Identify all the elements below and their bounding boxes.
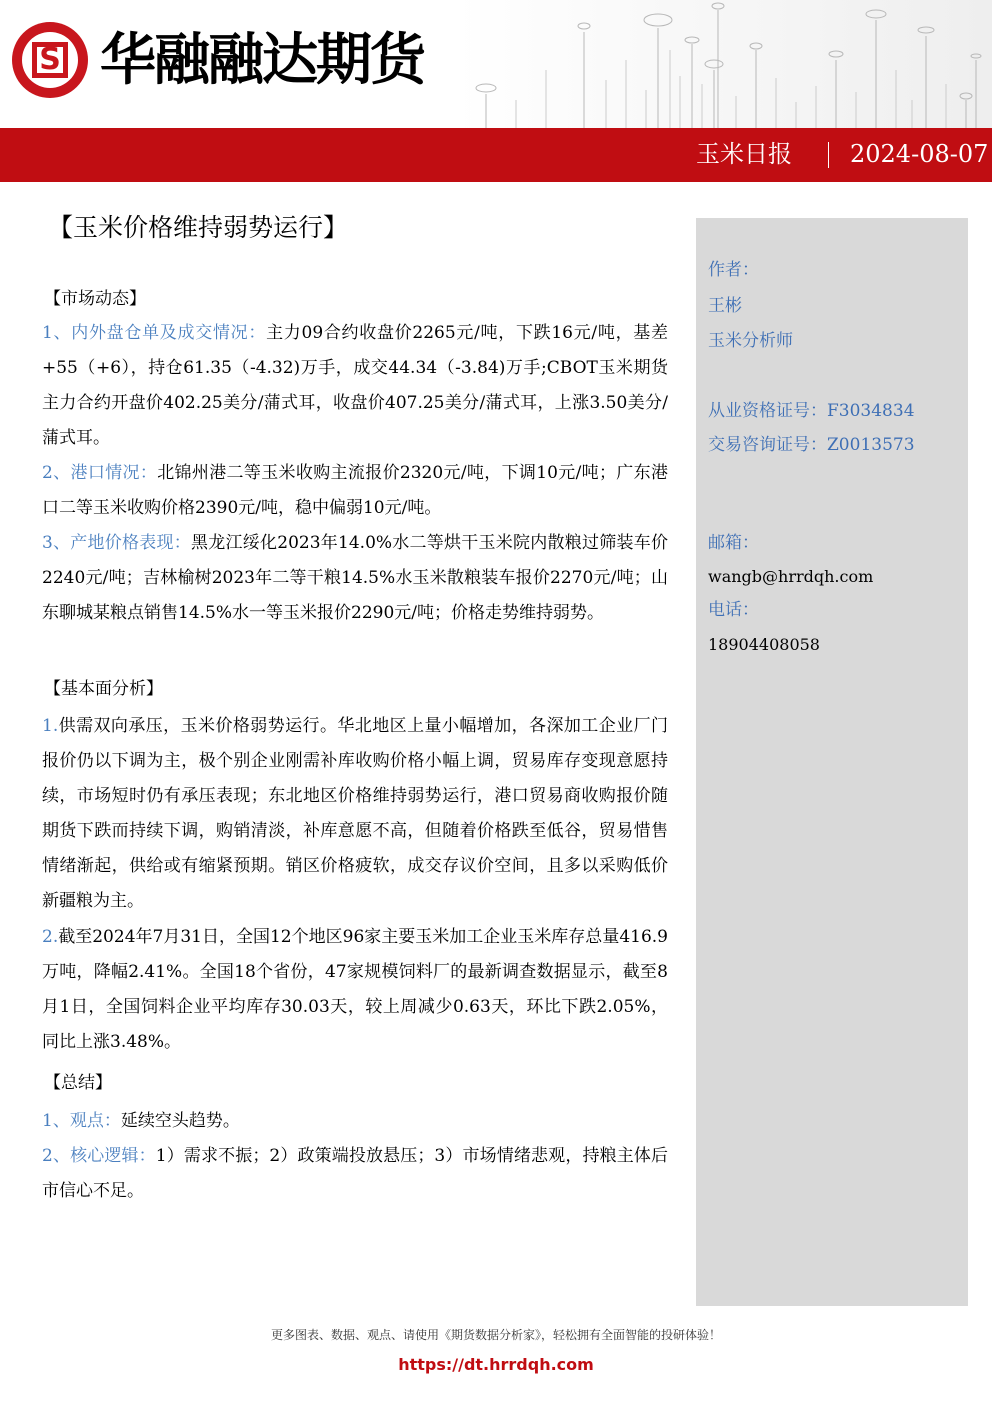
circle-pins-decoration-icon <box>456 0 992 128</box>
company-logo-icon: S <box>12 22 88 98</box>
summary-item-2 <box>42 1139 668 1209</box>
author-name: 王彬 <box>708 296 742 316</box>
fundamental-item-1-label: 1. <box>42 716 59 736</box>
market-item-3 <box>42 526 668 631</box>
phone-value: 18904408058 <box>708 635 820 654</box>
fundamental-heading: 【基本面分析】 <box>44 679 163 699</box>
fundamental-item-1 <box>42 709 668 919</box>
fundamental-item-2-text: 截至2024年7月31日，全国12个地区96家主要玉米加工企业玉米库存总量416.9万吨，降幅2.41%。全国18个省份，47家规模饲料厂的最新调查数据显示，截至8月1日，全国饲料企业平均库存30.03天，较上周减少0.63天，环比下跌2.05%，同比上涨3.48%。 <box>42 927 668 1052</box>
summary-item-2-label: 2、核心逻辑： <box>42 1146 156 1166</box>
email-label: 邮箱： <box>708 533 759 553</box>
market-item-2-label: 2、港口情况： <box>42 463 158 483</box>
header-red-bar <box>0 128 992 182</box>
email-value[interactable]: wangb@hrrdqh.com <box>708 567 874 586</box>
page-header <box>0 0 992 182</box>
document-title: 【玉米价格维持弱势运行】 <box>48 213 349 242</box>
summary-item-1 <box>42 1104 668 1139</box>
header-separator <box>828 142 829 168</box>
summary-heading: 【总结】 <box>44 1073 112 1093</box>
footer-note: 更多图表、数据、观点、请使用《期货数据分析家》，轻松拥有全面智能的投研体验！ <box>270 1328 721 1342</box>
author-sidebar <box>696 218 968 1306</box>
market-item-3-text: 黑龙江绥化2023年14.0%水二等烘干玉米院内散粮过筛装车价2240元/吨；吉林榆树2023年二等干粮14.5%水玉米散粮装车报价2270元/吨；山东聊城某粮点销售14.5%水一等玉米报价2290元/吨；价格走势维持弱势。 <box>42 533 668 623</box>
header-decoration <box>456 0 992 128</box>
company-name: 华融融达期货 <box>100 28 424 93</box>
report-date: 2024-08-07 <box>850 140 989 168</box>
market-item-1-text: 主力09合约收盘价2265元/吨，下跌16元/吨，基差+55（+6），持仓61.35（-4.32)万手，成交44.34（-3.84)万手;CBOT玉米期货主力合约开盘价402.25美分/蒲式耳，收盘价407.25美分/蒲式耳，上涨3.50美分/蒲式耳。 <box>42 323 668 448</box>
summary-item-1-label: 1、观点： <box>42 1111 121 1131</box>
consultation-number: 交易咨询证号：Z0013573 <box>708 435 915 455</box>
footer-url-link[interactable]: https://dt.hrrdqh.com <box>398 1355 594 1374</box>
summary-item-1-text: 延续空头趋势。 <box>120 1111 240 1131</box>
fundamental-item-2-label: 2. <box>42 927 59 947</box>
qualification-number: 从业资格证号：F3034834 <box>708 401 915 421</box>
fundamental-item-2 <box>42 920 668 1060</box>
market-item-1-label: 1、内外盘仓单及成交情况： <box>42 323 267 343</box>
summary-item-2-text: 1）需求不振；2）政策端投放悬压；3）市场情绪悲观，持粮主体后市信心不足。 <box>42 1146 668 1201</box>
fundamental-item-1-text: 供需双向承压，玉米价格弱势运行。华北地区上量小幅增加，各深加工企业厂门报价仍以下调为主，极个别企业刚需补库收购价格小幅上调，贸易库存变现意愿持续，市场短时仍有承压表现；东北地区价格维持弱势运行，港口贸易商收购报价随期货下跌而持续下调，购销清淡，补库意愿不高，但随着价格跌至低谷，贸易惜售情绪渐起，供给或有缩紧预期。销区价格疲软，成交存议价空间，且多以采购低价新疆粮为主。 <box>42 716 668 911</box>
market-item-2 <box>42 456 668 526</box>
market-item-3-label: 3、产地价格表现： <box>42 533 192 553</box>
phone-label: 电话： <box>708 600 759 620</box>
author-label: 作者： <box>708 260 759 280</box>
market-item-1 <box>42 316 668 456</box>
report-type: 玉米日报 <box>696 140 792 168</box>
author-role: 玉米分析师 <box>708 331 793 351</box>
market-heading: 【市场动态】 <box>44 289 146 309</box>
market-item-2-text: 北锦州港二等玉米收购主流报价2320元/吨，下调10元/吨；广东港口二等玉米收购价格2390元/吨，稳中偏弱10元/吨。 <box>42 463 668 518</box>
